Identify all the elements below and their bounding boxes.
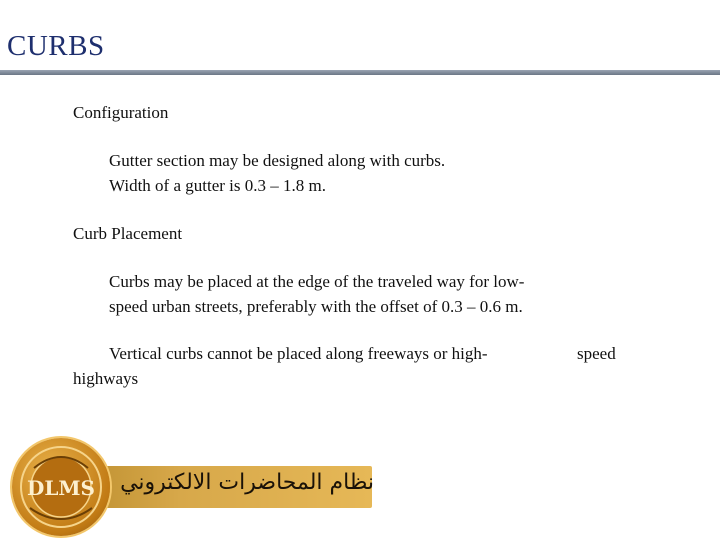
section-heading-configuration: Configuration <box>73 103 169 122</box>
curb-placement-para2-speed: speed <box>577 344 616 363</box>
seal-letters: DLMS <box>27 476 95 500</box>
section-heading-curb-placement: Curb Placement <box>73 224 183 243</box>
curb-placement-para2-line2: highways <box>73 369 139 388</box>
curb-placement-para2-line1: Vertical curbs cannot be placed along freeways or high- <box>109 344 488 363</box>
title-rule <box>0 70 720 75</box>
curb-placement-para1-line2: speed urban streets, preferably with the offset of 0.3 – 0.6 m. <box>109 297 523 316</box>
configuration-line-1: Gutter section may be designed along with curbs. <box>109 151 446 170</box>
banner-text: نظام المحاضرات الالكتروني <box>120 470 374 495</box>
slide-title: CURBS <box>7 30 105 62</box>
university-seal-icon <box>12 438 110 536</box>
seal-graphic <box>12 438 110 536</box>
curb-placement-para1-line1: Curbs may be placed at the edge of the traveled way for low- <box>109 272 525 291</box>
elearning-banner <box>12 438 372 510</box>
configuration-line-2: Width of a gutter is 0.3 – 1.8 m. <box>109 176 326 195</box>
